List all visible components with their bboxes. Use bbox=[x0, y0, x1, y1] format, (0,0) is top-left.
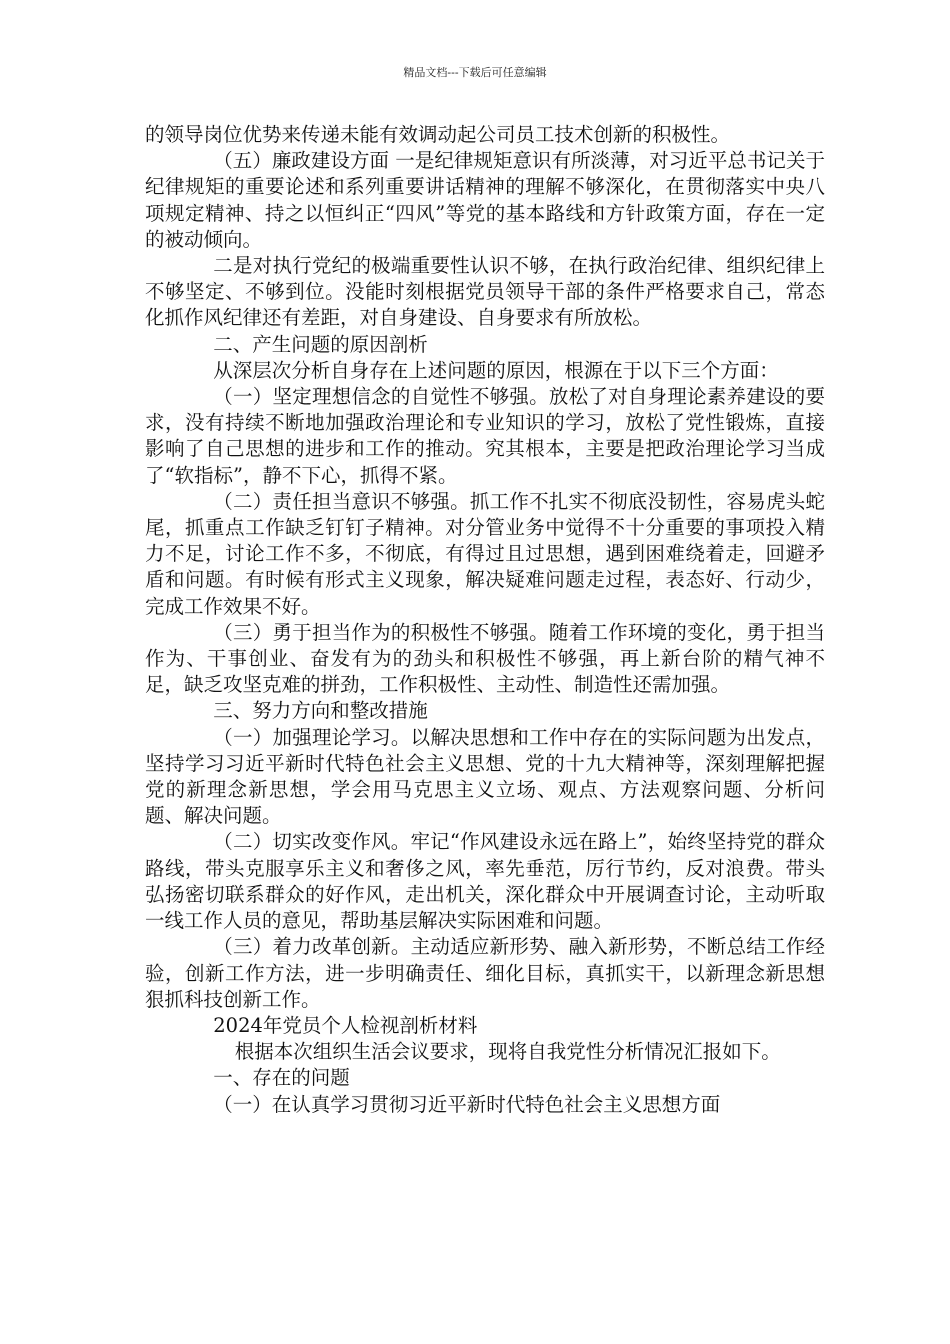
paragraph: （五）廉政建设方面 一是纪律规矩意识有所淡薄，对习近平总书记关于纪律规矩的重要论述和系列重要讲话精神的理解不够深化，在贯彻落实中央八项规定精神、持之以恒纠正“四风”等党的基本路线和方针政策方面，存在一定的被动倾向。 bbox=[145, 149, 825, 251]
page-header: 精品文档---下载后可任意编辑 bbox=[403, 66, 547, 79]
paragraph: （一）加强理论学习。以解决思想和工作中存在的实际问题为出发点，坚持学习习近平新时代特色社会主义思想、党的十九大精神等，深刻理解把握党的新理念新思想，学会用马克思主义立场、观点、方法观察问题、分析问题、解决问题。 bbox=[145, 725, 825, 828]
paragraph: 的领导岗位优势来传递未能有效调动起公司员工技术创新的积极性。 bbox=[145, 123, 731, 146]
document-subtitle: 2024年党员个人检视剖析材料 bbox=[213, 1013, 478, 1037]
paragraph: （三）着力改革创新。主动适应新形势、融入新形势，不断总结工作经验，创新工作方法，进一步明确责任、细化目标，真抓实干，以新理念新思想狠抓科技创新工作。 bbox=[145, 935, 825, 1011]
section-heading: 一、存在的问题 bbox=[213, 1066, 350, 1090]
paragraph: （二）责任担当意识不够强。抓工作不扎实不彻底没韧性，容易虎头蛇尾，抓重点工作缺乏钉钉子精神。对分管业务中觉得不十分重要的事项投入精力不足，讨论工作不多，不彻底，有得过且过思想，遇到困难绕着走，回避矛盾和问题。有时候有形式主义现象，解决疑难问题走过程，表态好、行动少，完成工作效果不好。 bbox=[145, 489, 825, 618]
document-body bbox=[145, 122, 825, 1118]
paragraph: （二）切实改变作风。牢记“作风建设永远在路上”，始终坚持党的群众路线，带头克服享乐主义和奢侈之风，率先垂范，厉行节约，反对浪费。带头弘扬密切联系群众的好作风，走出机关，深化群众中开展调查讨论，主动听取一线工作人员的意见，帮助基层解决实际困难和问题。 bbox=[145, 830, 825, 933]
paragraph: 根据本次组织生活会议要求，现将自我党性分析情况汇报如下。 bbox=[234, 1040, 781, 1064]
paragraph: （三）勇于担当作为的积极性不够强。随着工作环境的变化，勇于担当作为、干事创业、奋发有为的劲头和积极性不够强，再上新台阶的精气神不足，缺乏攻坚克难的拼劲，工作积极性、主动性、制造性还需加强。 bbox=[145, 620, 825, 697]
paragraph: （一）坚定理想信念的自觉性不够强。放松了对自身理论素养建设的要求，没有持续不断地加强政治理论和专业知识的学习，放松了党性锻炼，直接影响了自己思想的进步和工作的推动。究其根本，主要是把政治理论学习当成了“软指标”，静不下心，抓得不紧。 bbox=[145, 385, 825, 487]
section-heading: 三、努力方向和整改措施 bbox=[213, 699, 428, 723]
paragraph: 从深层次分析自身存在上述问题的原因，根源在于以下三个方面： bbox=[213, 358, 779, 382]
subsection-heading: （一）在认真学习贯彻习近平新时代特色社会主义思想方面 bbox=[213, 1092, 721, 1116]
paragraph: 二是对执行党纪的极端重要性认识不够，在执行政治纪律、组织纪律上不够坚定、不够到位。没能时刻根据党员领导干部的条件严格要求自己，常态化抓作风纪律还有差距，对自身建设、自身要求有所放松。 bbox=[145, 254, 825, 330]
section-heading: 二、产生问题的原因剖析 bbox=[213, 332, 428, 356]
